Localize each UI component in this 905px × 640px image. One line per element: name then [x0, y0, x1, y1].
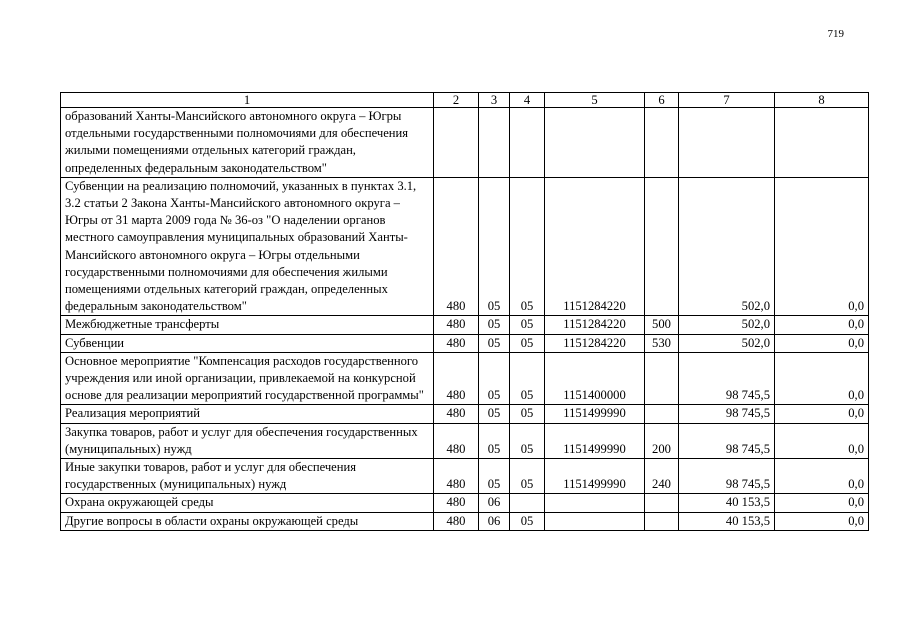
ministry-code-cell: 480	[434, 352, 479, 405]
amount-cell: 0,0	[775, 316, 869, 334]
amount-cell: 40 153,5	[679, 494, 775, 512]
ministry-code-cell: 480	[434, 459, 479, 494]
row-name-cell: Субвенции на реализацию полномочий, указанных в пунктах 3.1, 3.2 статьи 2 Закона Ханты-Мансийского автономного округа – Югры от 31 марта 2009 года № 36-оз "О наделении органов местного самоуправления муниципальных образований Ханты-Мансийского автономного округа – Югры отдельными государственными полномочиями для обеспечения жилыми помещениями отдельных категорий граждан, определенных федеральным законодательством"	[61, 177, 434, 316]
row-name-cell: Реализация мероприятий	[61, 405, 434, 423]
table-row	[61, 352, 869, 405]
target-code-cell: 1151499990	[545, 405, 645, 423]
expense-type-cell	[645, 405, 679, 423]
target-code-cell: 1151400000	[545, 352, 645, 405]
target-code-cell: 1151284220	[545, 177, 645, 316]
amount-cell: 0,0	[775, 423, 869, 458]
amount-cell: 0,0	[775, 177, 869, 316]
subsection-code-cell: 05	[510, 405, 545, 423]
expense-type-cell	[645, 352, 679, 405]
row-name-cell: Основное мероприятие "Компенсация расходов государственного учреждения или иной организации, привлекаемой на конкурсной основе для реализации мероприятий государственной программы"	[61, 352, 434, 405]
target-code-cell: 1151284220	[545, 334, 645, 352]
section-code-cell: 06	[479, 512, 510, 530]
table-row	[61, 334, 869, 352]
target-code-cell	[545, 108, 645, 178]
column-header: 1	[61, 93, 434, 108]
amount-cell: 98 745,5	[679, 423, 775, 458]
subsection-code-cell: 05	[510, 352, 545, 405]
ministry-code-cell: 480	[434, 423, 479, 458]
expense-type-cell	[645, 108, 679, 178]
amount-cell	[679, 108, 775, 178]
amount-cell: 0,0	[775, 352, 869, 405]
expense-type-cell: 500	[645, 316, 679, 334]
table-row	[61, 423, 869, 458]
section-code-cell	[479, 108, 510, 178]
section-code-cell: 05	[479, 352, 510, 405]
subsection-code-cell: 05	[510, 459, 545, 494]
amount-cell: 0,0	[775, 459, 869, 494]
ministry-code-cell	[434, 108, 479, 178]
expense-type-cell	[645, 494, 679, 512]
amount-cell: 98 745,5	[679, 459, 775, 494]
row-name-cell: Охрана окружающей среды	[61, 494, 434, 512]
amount-cell: 0,0	[775, 334, 869, 352]
row-name-cell: образований Ханты-Мансийского автономного округа – Югры отдельными государственными полномочиями для обеспечения жилыми помещениями отдельных категорий граждан, определенных федеральным законодательством"	[61, 108, 434, 178]
subsection-code-cell: 05	[510, 334, 545, 352]
row-name-cell: Субвенции	[61, 334, 434, 352]
expense-type-cell	[645, 177, 679, 316]
page-number: 719	[827, 28, 844, 40]
ministry-code-cell: 480	[434, 512, 479, 530]
row-name-cell: Иные закупки товаров, работ и услуг для обеспечения государственных (муниципальных) нужд	[61, 459, 434, 494]
column-header: 3	[479, 93, 510, 108]
amount-cell: 502,0	[679, 316, 775, 334]
amount-cell: 0,0	[775, 494, 869, 512]
target-code-cell: 1151499990	[545, 459, 645, 494]
column-header: 4	[510, 93, 545, 108]
subsection-code-cell	[510, 494, 545, 512]
subsection-code-cell: 05	[510, 512, 545, 530]
column-header: 5	[545, 93, 645, 108]
column-header: 6	[645, 93, 679, 108]
ministry-code-cell: 480	[434, 494, 479, 512]
section-code-cell: 05	[479, 177, 510, 316]
table-row	[61, 459, 869, 494]
subsection-code-cell: 05	[510, 177, 545, 316]
expense-type-cell: 530	[645, 334, 679, 352]
amount-cell: 98 745,5	[679, 352, 775, 405]
amount-cell: 502,0	[679, 334, 775, 352]
table-row	[61, 405, 869, 423]
target-code-cell: 1151499990	[545, 423, 645, 458]
column-header: 8	[775, 93, 869, 108]
ministry-code-cell: 480	[434, 405, 479, 423]
table-row	[61, 316, 869, 334]
amount-cell: 40 153,5	[679, 512, 775, 530]
target-code-cell: 1151284220	[545, 316, 645, 334]
section-code-cell: 05	[479, 405, 510, 423]
row-name-cell: Межбюджетные трансферты	[61, 316, 434, 334]
expense-type-cell: 200	[645, 423, 679, 458]
ministry-code-cell: 480	[434, 316, 479, 334]
subsection-code-cell: 05	[510, 423, 545, 458]
table-row	[61, 177, 869, 316]
table-row	[61, 494, 869, 512]
amount-cell: 0,0	[775, 512, 869, 530]
column-header: 2	[434, 93, 479, 108]
ministry-code-cell: 480	[434, 177, 479, 316]
table-row	[61, 108, 869, 178]
amount-cell: 0,0	[775, 405, 869, 423]
row-name-cell: Закупка товаров, работ и услуг для обеспечения государственных (муниципальных) нужд	[61, 423, 434, 458]
section-code-cell: 05	[479, 316, 510, 334]
section-code-cell: 05	[479, 334, 510, 352]
amount-cell: 502,0	[679, 177, 775, 316]
table-row	[61, 512, 869, 530]
column-header: 7	[679, 93, 775, 108]
section-code-cell: 06	[479, 494, 510, 512]
section-code-cell: 05	[479, 459, 510, 494]
subsection-code-cell: 05	[510, 316, 545, 334]
ministry-code-cell: 480	[434, 334, 479, 352]
expense-type-cell: 240	[645, 459, 679, 494]
column-number-row	[61, 93, 869, 108]
row-name-cell: Другие вопросы в области охраны окружающей среды	[61, 512, 434, 530]
budget-table	[60, 92, 869, 531]
subsection-code-cell	[510, 108, 545, 178]
section-code-cell: 05	[479, 423, 510, 458]
expense-type-cell	[645, 512, 679, 530]
target-code-cell	[545, 494, 645, 512]
target-code-cell	[545, 512, 645, 530]
amount-cell: 98 745,5	[679, 405, 775, 423]
amount-cell	[775, 108, 869, 178]
